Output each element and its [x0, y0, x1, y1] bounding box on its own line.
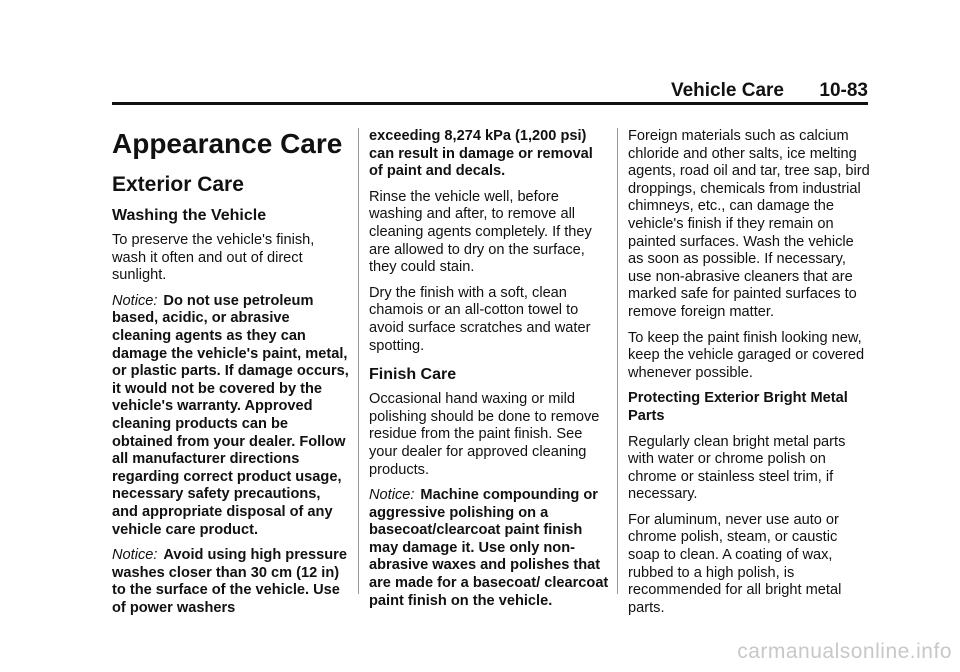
paragraph-waxing: Occasional hand waxing or mild polishing should be done to remove residue from the paint finish. See your dealer for approved cleaning products.: [369, 391, 600, 478]
header-rule: [112, 102, 868, 105]
notice-text: Avoid using high pressure washes closer than 30 cm (12 in) to the surface of the vehicle. Use of power washers: [112, 547, 347, 616]
notice-machine-compounding: [369, 487, 609, 610]
page-header: [112, 80, 868, 104]
subsection-title-exterior-care: Exterior Care: [112, 173, 244, 196]
column-1: [112, 128, 350, 625]
column-3: [628, 128, 872, 625]
header-page-number: 10-83: [819, 80, 868, 101]
paragraph-keep-new: To keep the paint finish looking new, keep the vehicle garaged or covered whenever possible.: [628, 329, 865, 381]
column-divider-2: [617, 128, 618, 594]
notice-text: Machine compounding or aggressive polishing on a basecoat/clearcoat paint finish may damage it. Use only non-abrasive waxes and polishes that are made for a basecoat/ clearcoat paint finish on the vehicle.: [369, 487, 609, 609]
notice-label: Notice:: [112, 547, 158, 564]
heading-finish-care: Finish Care: [369, 366, 457, 384]
paragraph-clean-metal: Regularly clean bright metal parts with water or chrome polish on chrome or stainless steel trim, if necessary.: [628, 433, 846, 503]
paragraph-rinse: Rinse the vehicle well, before washing and after, to remove all cleaning agents completely. If they are allowed to dry on the surface, they could stain.: [369, 188, 592, 276]
notice-pressure-wash: [112, 547, 350, 617]
notice-label: Notice:: [369, 487, 415, 504]
column-2: [369, 128, 609, 618]
heading-washing-the-vehicle: Washing the Vehicle: [112, 207, 267, 224]
paragraph-foreign-materials: Foreign materials such as calcium chloride and other salts, ice melting agents, road oil and tar, tree sap, bird droppings, chemicals from industrial chimneys, etc., can damage the vehicle's finish if they remain on painted surfaces. Wash the vehicle as soon as possible. If necessary, use non-abrasive cleaners that are marked safe for painted surfaces to remove foreign matter.: [628, 128, 870, 320]
paragraph-dry-finish: Dry the finish with a soft, clean chamois or an all-cotton towel to avoid surface scratches and water spotting.: [369, 284, 591, 354]
paragraph-preserve-finish: To preserve the vehicle's finish, wash it often and out of direct sunlight.: [112, 232, 315, 284]
column-divider-1: [358, 128, 359, 594]
subheading-bright-metal: Protecting Exterior Bright Metal Parts: [628, 390, 848, 424]
notice-pressure-wash-continued: exceeding 8,274 kPa (1,200 psi) can result in damage or removal of paint and decals.: [369, 128, 593, 180]
paragraph-aluminum: For aluminum, never use auto or chrome polish, steam, or caustic soap to clean. A coating of wax, rubbed to a high polish, is recommended for all bright metal parts.: [628, 511, 842, 616]
notice-label: Notice:: [112, 292, 158, 309]
notice-petroleum: [112, 293, 350, 539]
notice-text: Do not use petroleum based, acidic, or abrasive cleaning agents as they can damage the vehicle's paint, metal, or plastic parts. If damage occurs, it would not be covered by the vehicle's warranty. Approved cleaning products can be obtained from your dealer. Follow all manufacturer directions regarding correct product usage, necessary safety precautions, and appropriate disposal of any vehicle care product.: [112, 292, 349, 538]
watermark: carmanualsonline.info: [737, 640, 952, 663]
header-section-title: Vehicle Care: [670, 80, 784, 101]
section-title-appearance-care: Appearance Care: [112, 128, 343, 159]
